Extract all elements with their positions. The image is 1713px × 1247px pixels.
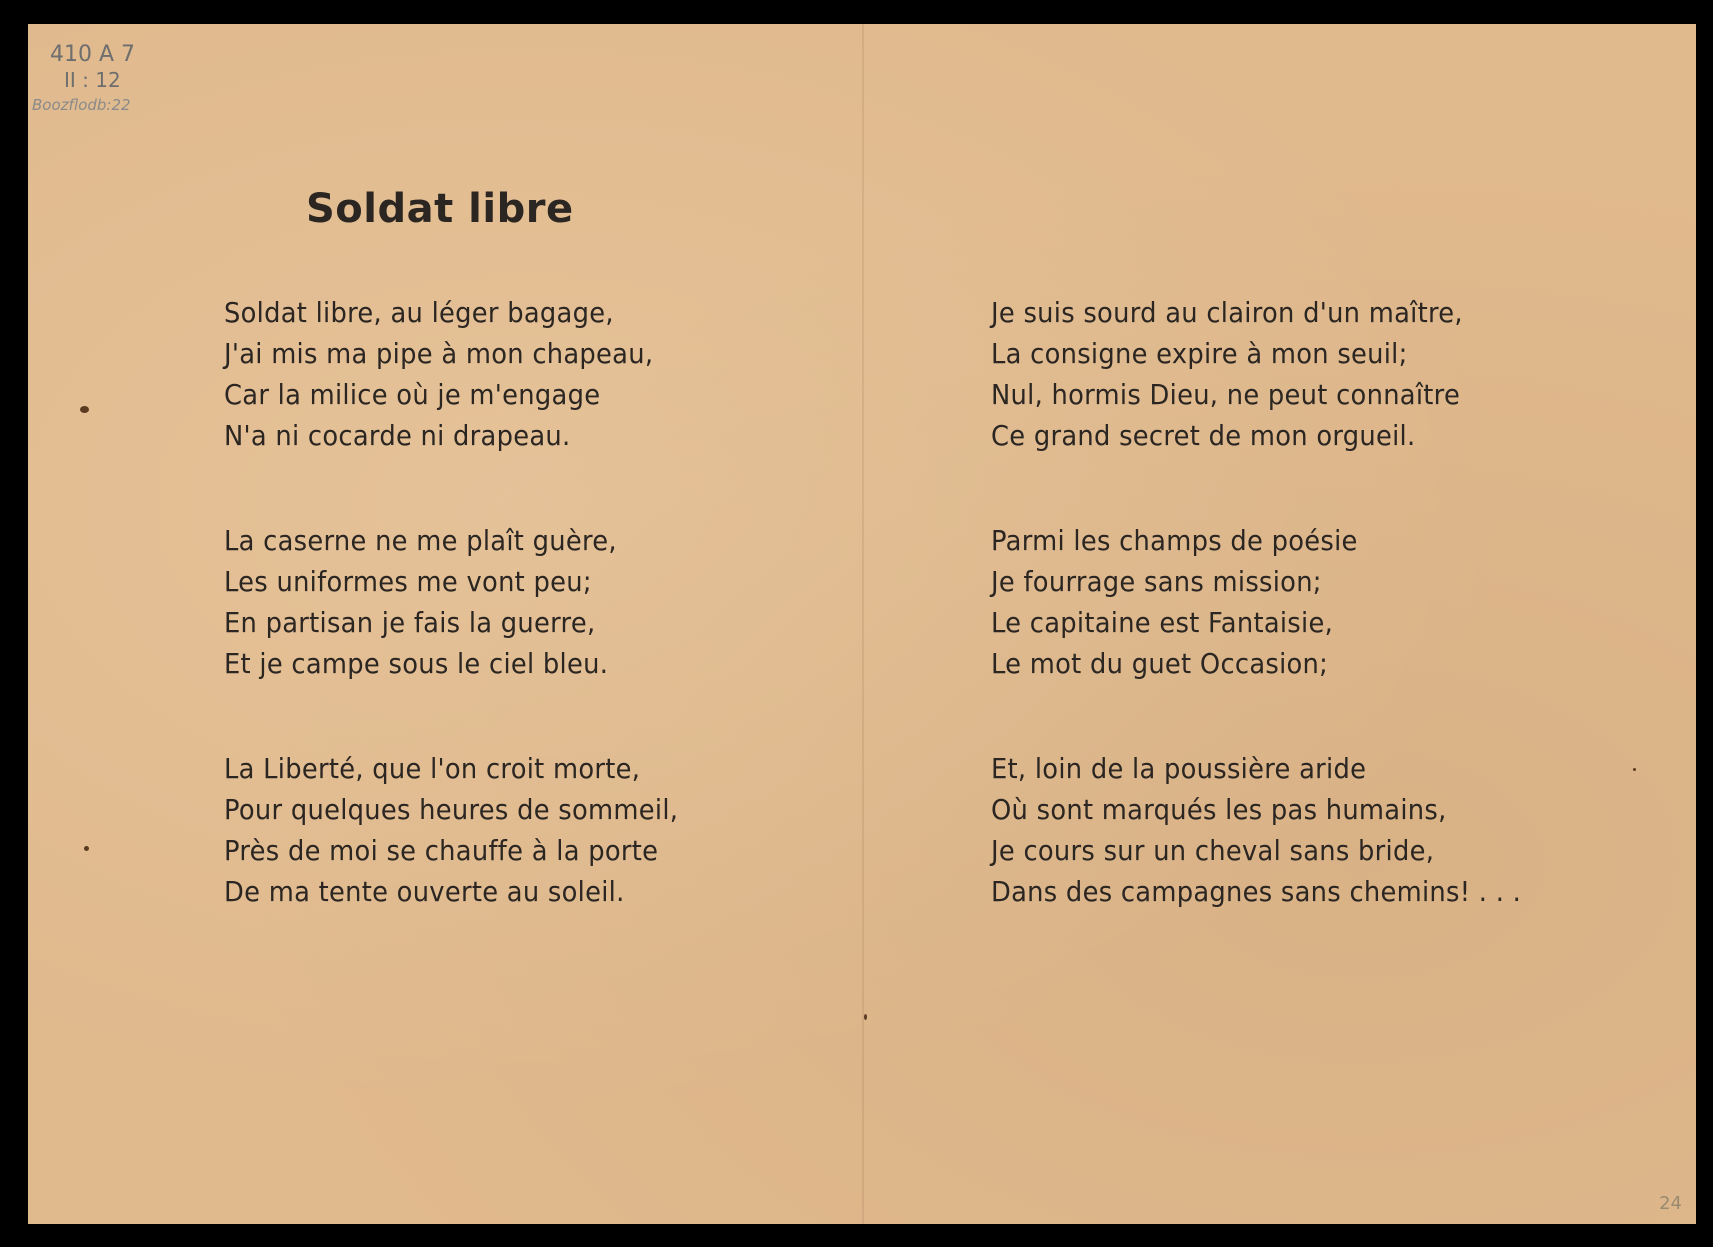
left-column [224, 292, 718, 976]
archive-note-volume: II : 12 [64, 68, 121, 92]
verse-line: Dans des campagnes sans chemins! . . . [991, 875, 1522, 908]
verse-line: Où sont marqués les pas humains, [991, 793, 1447, 826]
verse-line: Pour quelques heures de sommeil, [224, 793, 679, 826]
paper-speck [864, 1014, 867, 1020]
verse-line: La caserne ne me plaît guère, [224, 524, 617, 557]
verse-line: En partisan je fais la guerre, [224, 606, 596, 639]
verse-line: Nul, hormis Dieu, ne peut connaître [991, 378, 1461, 411]
verse-line: La consigne expire à mon seuil; [991, 337, 1408, 370]
paper-speck [1633, 768, 1636, 771]
archive-note-reference: Boozflodb:22 [32, 96, 131, 114]
verse-line: Soldat libre, au léger bagage, [224, 296, 614, 329]
verse-line: J'ai mis ma pipe à mon chapeau, [224, 337, 654, 370]
verse-line: Près de moi se chauffe à la porte [224, 834, 659, 867]
verse-line: Parmi les champs de poésie [991, 524, 1358, 557]
verse-line: Et, loin de la poussière aride [991, 752, 1367, 785]
stanza [224, 520, 718, 684]
verse-line: Ce grand secret de mon orgueil. [991, 419, 1416, 452]
verse-line: De ma tente ouverte au soleil. [224, 875, 625, 908]
stanza [991, 292, 1567, 456]
verse-line: Je suis sourd au clairon d'un maître, [991, 296, 1463, 329]
verse-line: Je cours sur un cheval sans bride, [991, 834, 1435, 867]
poem-title: Soldat libre [306, 186, 574, 232]
verse-line: N'a ni cocarde ni drapeau. [224, 419, 571, 452]
page-fold [862, 24, 864, 1224]
verse-line: La Liberté, que l'on croit morte, [224, 752, 641, 785]
stanza [224, 292, 718, 456]
verse-line: Et je campe sous le ciel bleu. [224, 647, 609, 680]
document-sheet [28, 24, 1696, 1224]
verse-line: Les uniformes me vont peu; [224, 565, 592, 598]
right-column [991, 292, 1567, 976]
verse-line: Car la milice où je m'engage [224, 378, 601, 411]
verse-line: Le mot du guet Occasion; [991, 647, 1329, 680]
verse-line: Le capitaine est Fantaisie, [991, 606, 1334, 639]
stanza [991, 748, 1567, 912]
paper-speck [80, 406, 89, 413]
stanza [991, 520, 1567, 684]
paper-speck [84, 846, 89, 851]
page-number: 24 [1659, 1193, 1682, 1214]
stanza [224, 748, 718, 912]
verse-line: Je fourrage sans mission; [991, 565, 1322, 598]
archive-note-shelfmark: 410 A 7 [50, 42, 136, 67]
